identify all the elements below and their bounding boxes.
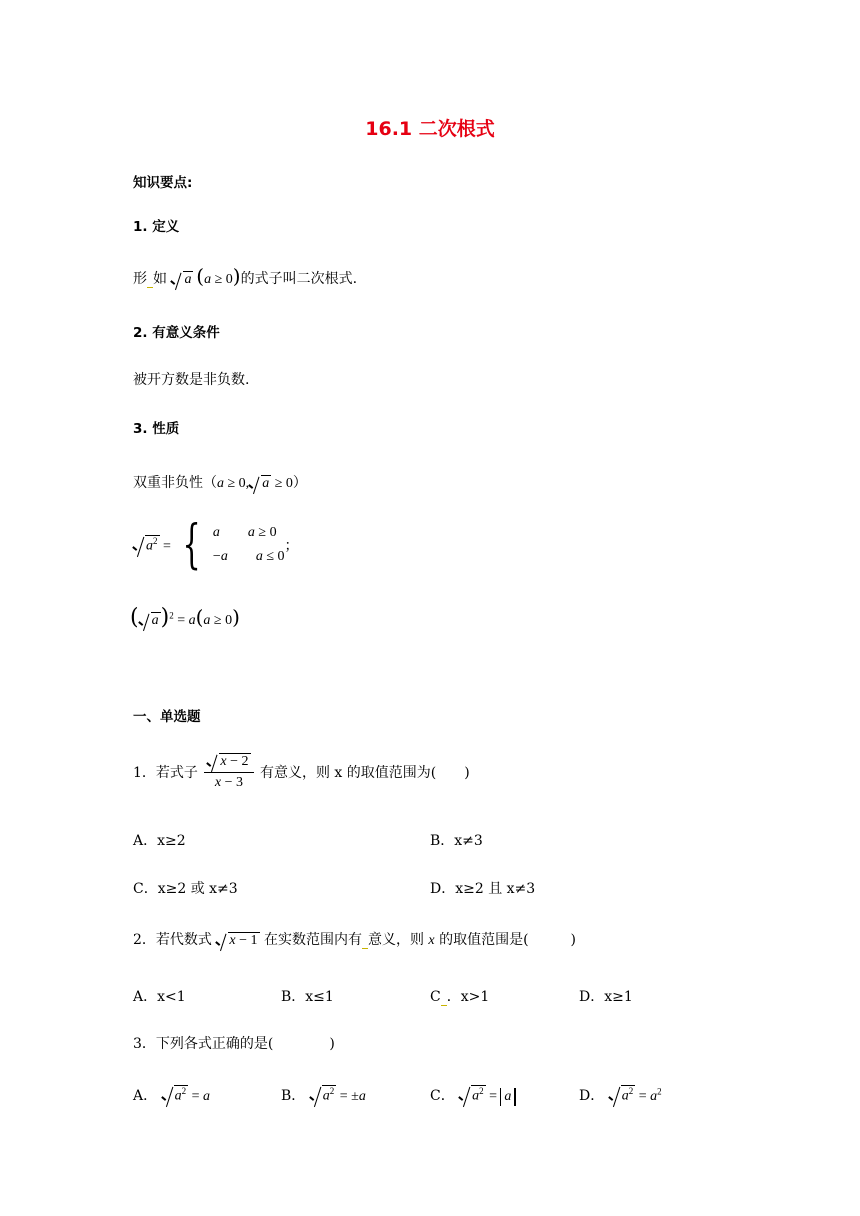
- q3-option-d-label: D．: [579, 1088, 605, 1104]
- q2-mid2: 意义，则: [367, 932, 424, 948]
- knowledge-heading: 知识要点:: [133, 175, 193, 191]
- square-of-sqrt-formula: ( a)$^2$ = a(a ≥ 0): [130, 605, 240, 630]
- condition-text: 被开方数是非负数.: [133, 372, 250, 388]
- q2-option-c-text: ．x>1: [446, 989, 490, 1005]
- q1-option-b[interactable]: B．x≠3: [430, 833, 483, 849]
- q3-option-c[interactable]: C． $a^2 = a$: [430, 1085, 519, 1106]
- question-3: 3．下列各式正确的是( ): [133, 1036, 335, 1052]
- q2-option-b[interactable]: B．x≤1: [281, 989, 334, 1005]
- nonnegativity-text: 双重非负性（: [133, 475, 217, 491]
- q1-pre: 1．若式子: [133, 765, 198, 781]
- q1-fraction: $\frac{x - 2}{x - 3}$: [204, 753, 253, 791]
- sqrt-square-formula: $a^2$ = { a a ≥ 0 −a a ≤ 0；: [133, 519, 299, 577]
- question-2: [133, 929, 576, 949]
- q1-option-c[interactable]: C．x≥2 或 x≠3: [133, 881, 238, 897]
- q3-option-b-label: B．: [281, 1088, 306, 1104]
- single-choice-heading: 一、单选题: [133, 709, 201, 725]
- section-1-heading: 1. 定义: [133, 219, 180, 235]
- q2-option-c-letter: C: [430, 989, 441, 1005]
- question-1: [133, 753, 470, 791]
- q2-post: 的取值范围是( ): [439, 932, 577, 948]
- q2-variable: x: [428, 933, 435, 948]
- q2-mid: 在实数范围内有: [263, 932, 362, 948]
- q2-option-a[interactable]: A．x<1: [133, 989, 186, 1005]
- q3-option-a-label: A．: [133, 1088, 158, 1104]
- definition-pre: 形: [133, 271, 147, 287]
- q3-option-a[interactable]: A． $a^2 = a$: [133, 1086, 210, 1104]
- nonnegativity-line: [133, 472, 307, 492]
- q3-option-b[interactable]: B． $a^2 = \pm a$: [281, 1086, 366, 1104]
- q1-post: 有意义，则 x 的取值范围为( ): [259, 765, 470, 781]
- page-title: 16.1 二次根式: [365, 118, 495, 140]
- nonnegativity-formula: a ≥ 0, a ≥ 0: [217, 476, 293, 491]
- q2-option-d[interactable]: D．x≥1: [579, 989, 633, 1005]
- nonnegativity-close: ）: [292, 475, 307, 491]
- semicolon: ；: [284, 538, 299, 554]
- definition-pre2: 如: [153, 271, 167, 287]
- q2-radical: x − 1: [216, 933, 259, 948]
- q2-pre: 2．若代数式: [133, 932, 212, 948]
- definition-line: [133, 264, 357, 288]
- section-3-heading: 3. 性质: [133, 421, 180, 437]
- q3-option-d[interactable]: D． $a^2 = a^2$: [579, 1086, 662, 1104]
- section-2-heading: 2. 有意义条件: [133, 325, 220, 341]
- q2-option-c[interactable]: [430, 986, 489, 1006]
- q1-option-d[interactable]: D．x≥2 且 x≠3: [430, 881, 536, 897]
- definition-post: 的式子叫二次根式.: [240, 271, 358, 287]
- q1-option-a[interactable]: A．x≥2: [133, 833, 186, 849]
- q3-option-c-label: C．: [430, 1088, 455, 1104]
- definition-formula: a (a ≥ 0): [171, 272, 240, 287]
